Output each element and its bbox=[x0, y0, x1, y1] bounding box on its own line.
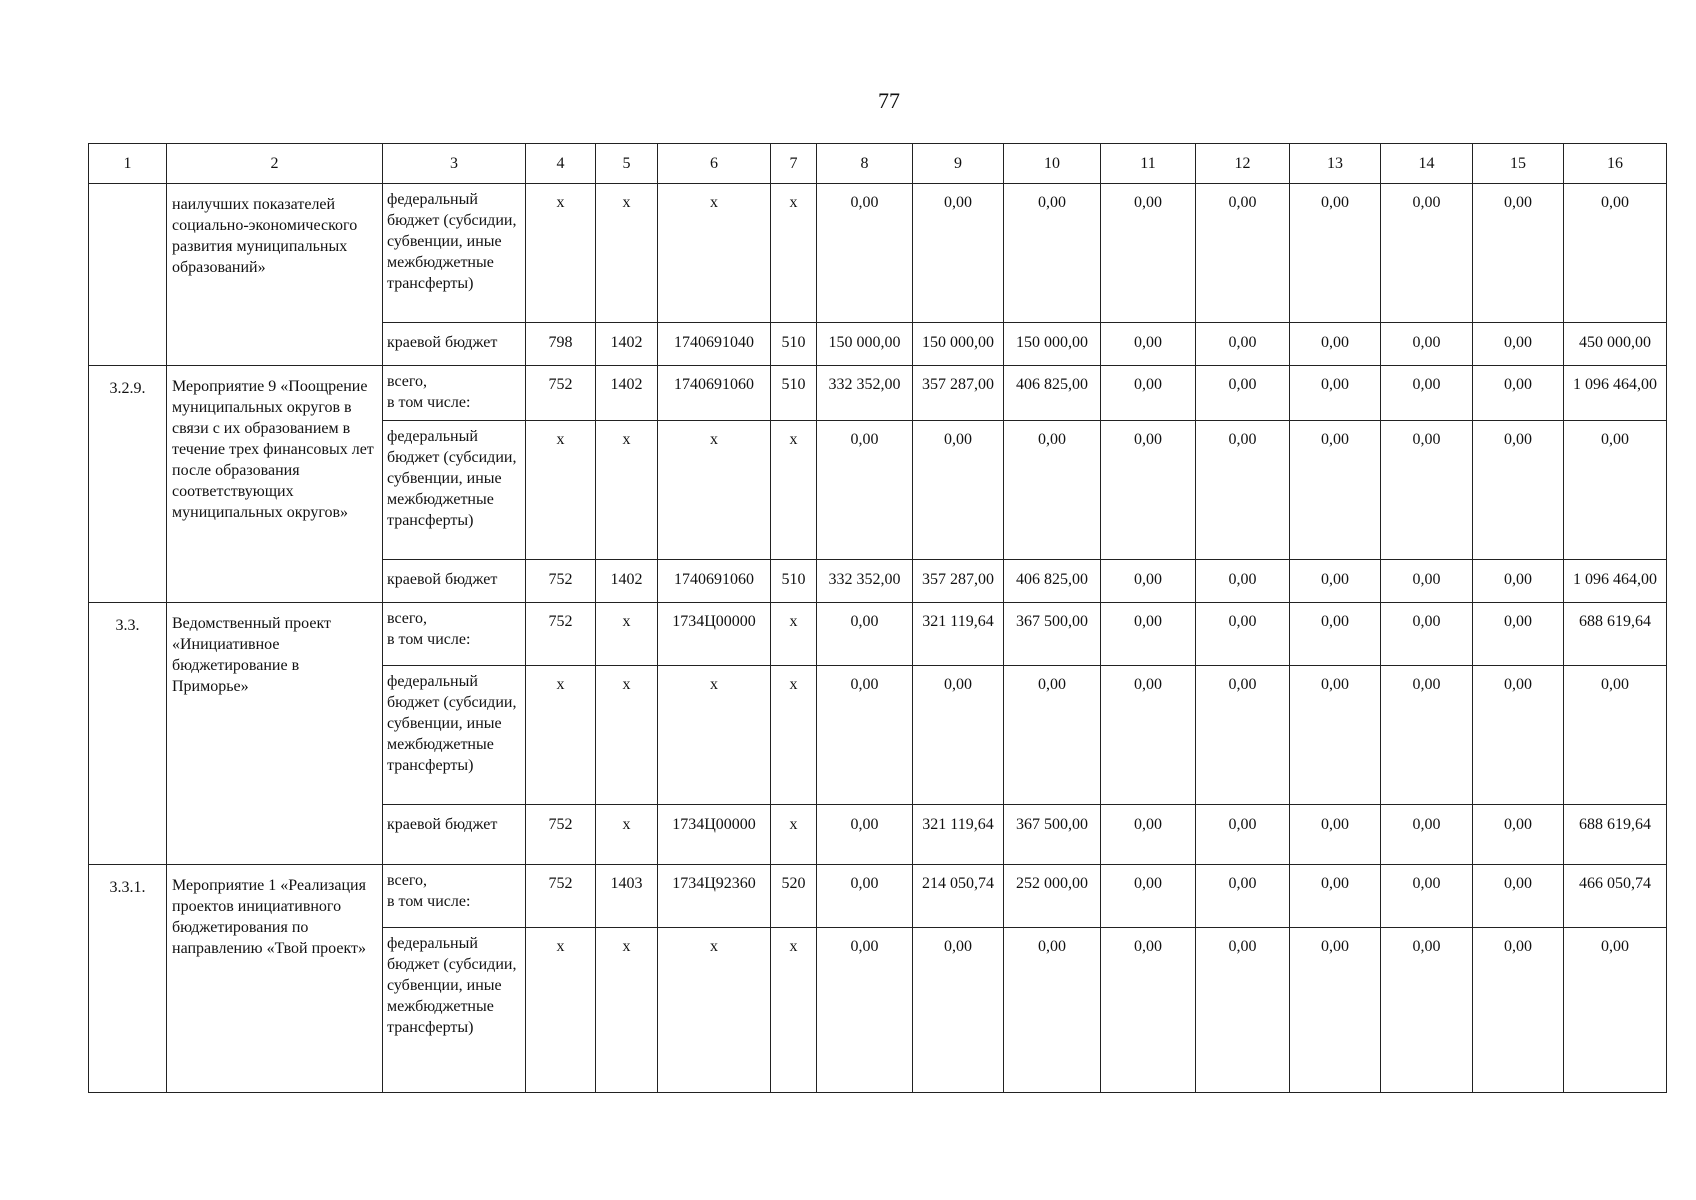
value-cell: 0,00 bbox=[1196, 421, 1290, 560]
source-label-cell: всего, в том числе: bbox=[383, 366, 526, 421]
header-cell: 11 bbox=[1101, 144, 1196, 184]
value-cell: 0,00 bbox=[1196, 865, 1290, 928]
header-cell: 13 bbox=[1290, 144, 1381, 184]
value-cell: 0,00 bbox=[1290, 323, 1381, 366]
value-cell: 0,00 bbox=[1381, 865, 1473, 928]
value-cell: 688 619,64 bbox=[1564, 603, 1667, 666]
value-cell: 0,00 bbox=[1290, 366, 1381, 421]
code-cell: 798 bbox=[526, 323, 596, 366]
value-cell: 0,00 bbox=[1290, 928, 1381, 1093]
row-number-cell: 3.3.1. bbox=[89, 865, 167, 1093]
value-cell: 150 000,00 bbox=[1004, 323, 1101, 366]
code-cell: 1740691040 bbox=[658, 323, 771, 366]
value-cell: 332 352,00 bbox=[817, 560, 913, 603]
code-cell: x bbox=[771, 421, 817, 560]
code-cell: x bbox=[596, 421, 658, 560]
value-cell: 0,00 bbox=[1196, 366, 1290, 421]
value-cell: 0,00 bbox=[1101, 603, 1196, 666]
code-cell: x bbox=[526, 928, 596, 1093]
value-cell: 214 050,74 bbox=[913, 865, 1004, 928]
value-cell: 0,00 bbox=[1473, 865, 1564, 928]
header-cell: 14 bbox=[1381, 144, 1473, 184]
value-cell: 0,00 bbox=[1564, 928, 1667, 1093]
value-cell: 0,00 bbox=[1473, 928, 1564, 1093]
value-cell: 0,00 bbox=[1381, 560, 1473, 603]
code-cell: 1740691060 bbox=[658, 560, 771, 603]
row-name-cell: наилучших показателей социально-экономического развития муниципальных образований» bbox=[167, 184, 383, 366]
value-cell: 0,00 bbox=[1101, 366, 1196, 421]
value-cell: 0,00 bbox=[817, 805, 913, 865]
header-cell: 7 bbox=[771, 144, 817, 184]
value-cell: 150 000,00 bbox=[817, 323, 913, 366]
value-cell: 0,00 bbox=[1381, 184, 1473, 323]
header-cell: 8 bbox=[817, 144, 913, 184]
row-name-cell: Мероприятие 1 «Реализация проектов инициативного бюджетирования по направлению «Твой проект» bbox=[167, 865, 383, 1093]
code-cell: x bbox=[658, 421, 771, 560]
code-cell: x bbox=[658, 184, 771, 323]
code-cell: x bbox=[771, 928, 817, 1093]
header-cell: 10 bbox=[1004, 144, 1101, 184]
value-cell: 150 000,00 bbox=[913, 323, 1004, 366]
value-cell: 0,00 bbox=[913, 928, 1004, 1093]
value-cell: 0,00 bbox=[1196, 928, 1290, 1093]
value-cell: 0,00 bbox=[1290, 865, 1381, 928]
value-cell: 0,00 bbox=[1473, 366, 1564, 421]
value-cell: 466 050,74 bbox=[1564, 865, 1667, 928]
value-cell: 0,00 bbox=[1473, 666, 1564, 805]
source-label-cell: федеральный бюджет (субсидии, субвенции, иные межбюджетные трансферты) bbox=[383, 928, 526, 1093]
value-cell: 0,00 bbox=[1290, 666, 1381, 805]
value-cell: 0,00 bbox=[1101, 805, 1196, 865]
value-cell: 0,00 bbox=[1101, 865, 1196, 928]
table-row bbox=[89, 184, 1667, 323]
code-cell: 1403 bbox=[596, 865, 658, 928]
code-cell: x bbox=[771, 603, 817, 666]
page-number: 77 bbox=[878, 88, 900, 113]
header-cell: 1 bbox=[89, 144, 167, 184]
value-cell: 0,00 bbox=[1196, 184, 1290, 323]
source-label-cell: федеральный бюджет (субсидии, субвенции, иные межбюджетные трансферты) bbox=[383, 184, 526, 323]
value-cell: 406 825,00 bbox=[1004, 366, 1101, 421]
value-cell: 0,00 bbox=[1290, 603, 1381, 666]
code-cell: x bbox=[596, 184, 658, 323]
row-number-cell: 3.3. bbox=[89, 603, 167, 865]
value-cell: 0,00 bbox=[1290, 805, 1381, 865]
value-cell: 0,00 bbox=[1564, 666, 1667, 805]
value-cell: 0,00 bbox=[913, 666, 1004, 805]
code-cell: 752 bbox=[526, 805, 596, 865]
code-cell: x bbox=[771, 666, 817, 805]
header-cell: 3 bbox=[383, 144, 526, 184]
value-cell: 0,00 bbox=[1004, 184, 1101, 323]
code-cell: 1734Ц00000 bbox=[658, 805, 771, 865]
code-cell: x bbox=[771, 184, 817, 323]
table-row bbox=[89, 603, 1667, 666]
value-cell: 0,00 bbox=[1473, 323, 1564, 366]
value-cell: 0,00 bbox=[1101, 184, 1196, 323]
value-cell: 0,00 bbox=[913, 184, 1004, 323]
value-cell: 0,00 bbox=[1473, 603, 1564, 666]
value-cell: 0,00 bbox=[913, 421, 1004, 560]
code-cell: 1740691060 bbox=[658, 366, 771, 421]
row-number-cell bbox=[89, 184, 167, 366]
source-label-cell: краевой бюджет bbox=[383, 805, 526, 865]
value-cell: 0,00 bbox=[817, 865, 913, 928]
value-cell: 0,00 bbox=[1290, 184, 1381, 323]
code-cell: x bbox=[596, 928, 658, 1093]
code-cell: 510 bbox=[771, 323, 817, 366]
code-cell: x bbox=[658, 928, 771, 1093]
code-cell: 752 bbox=[526, 366, 596, 421]
code-cell: x bbox=[526, 421, 596, 560]
code-cell: 1734Ц00000 bbox=[658, 603, 771, 666]
value-cell: 0,00 bbox=[1101, 666, 1196, 805]
source-label-cell: краевой бюджет bbox=[383, 560, 526, 603]
value-cell: 0,00 bbox=[1196, 805, 1290, 865]
value-cell: 0,00 bbox=[1101, 560, 1196, 603]
value-cell: 0,00 bbox=[817, 603, 913, 666]
value-cell: 0,00 bbox=[1473, 421, 1564, 560]
value-cell: 0,00 bbox=[1473, 805, 1564, 865]
code-cell: x bbox=[658, 666, 771, 805]
code-cell: 752 bbox=[526, 603, 596, 666]
table-body bbox=[89, 184, 1667, 1093]
header-row bbox=[89, 144, 1667, 184]
value-cell: 0,00 bbox=[1473, 184, 1564, 323]
value-cell: 0,00 bbox=[1381, 805, 1473, 865]
header-cell: 12 bbox=[1196, 144, 1290, 184]
value-cell: 1 096 464,00 bbox=[1564, 560, 1667, 603]
value-cell: 0,00 bbox=[817, 928, 913, 1093]
header-cell: 15 bbox=[1473, 144, 1564, 184]
value-cell: 0,00 bbox=[1290, 560, 1381, 603]
header-cell: 4 bbox=[526, 144, 596, 184]
header-cell: 9 bbox=[913, 144, 1004, 184]
header-cell: 6 bbox=[658, 144, 771, 184]
value-cell: 0,00 bbox=[1381, 666, 1473, 805]
code-cell: 1402 bbox=[596, 323, 658, 366]
header-cell: 2 bbox=[167, 144, 383, 184]
value-cell: 0,00 bbox=[1101, 928, 1196, 1093]
value-cell: 0,00 bbox=[1290, 421, 1381, 560]
row-name-cell: Ведомственный проект «Инициативное бюджетирование в Приморье» bbox=[167, 603, 383, 865]
source-label-cell: федеральный бюджет (субсидии, субвенции, иные межбюджетные трансферты) bbox=[383, 421, 526, 560]
value-cell: 367 500,00 bbox=[1004, 603, 1101, 666]
code-cell: 1402 bbox=[596, 560, 658, 603]
value-cell: 0,00 bbox=[1564, 421, 1667, 560]
row-number-cell: 3.2.9. bbox=[89, 366, 167, 603]
code-cell: x bbox=[526, 666, 596, 805]
value-cell: 0,00 bbox=[1101, 421, 1196, 560]
code-cell: x bbox=[526, 184, 596, 323]
value-cell: 0,00 bbox=[817, 184, 913, 323]
code-cell: x bbox=[596, 603, 658, 666]
source-label-cell: краевой бюджет bbox=[383, 323, 526, 366]
value-cell: 321 119,64 bbox=[913, 603, 1004, 666]
code-cell: 510 bbox=[771, 366, 817, 421]
value-cell: 0,00 bbox=[1381, 421, 1473, 560]
value-cell: 0,00 bbox=[1196, 666, 1290, 805]
value-cell: 357 287,00 bbox=[913, 560, 1004, 603]
source-label-cell: всего, в том числе: bbox=[383, 865, 526, 928]
code-cell: 510 bbox=[771, 560, 817, 603]
code-cell: 520 bbox=[771, 865, 817, 928]
code-cell: x bbox=[771, 805, 817, 865]
value-cell: 688 619,64 bbox=[1564, 805, 1667, 865]
code-cell: 752 bbox=[526, 560, 596, 603]
table-row bbox=[89, 366, 1667, 421]
value-cell: 367 500,00 bbox=[1004, 805, 1101, 865]
value-cell: 0,00 bbox=[817, 421, 913, 560]
value-cell: 1 096 464,00 bbox=[1564, 366, 1667, 421]
code-cell: 1734Ц92360 bbox=[658, 865, 771, 928]
code-cell: x bbox=[596, 805, 658, 865]
value-cell: 0,00 bbox=[1564, 184, 1667, 323]
value-cell: 0,00 bbox=[1381, 366, 1473, 421]
value-cell: 0,00 bbox=[1381, 603, 1473, 666]
header-cell: 16 bbox=[1564, 144, 1667, 184]
value-cell: 0,00 bbox=[1381, 928, 1473, 1093]
value-cell: 252 000,00 bbox=[1004, 865, 1101, 928]
value-cell: 0,00 bbox=[817, 666, 913, 805]
value-cell: 357 287,00 bbox=[913, 366, 1004, 421]
value-cell: 0,00 bbox=[1473, 560, 1564, 603]
value-cell: 0,00 bbox=[1101, 323, 1196, 366]
value-cell: 0,00 bbox=[1196, 560, 1290, 603]
value-cell: 406 825,00 bbox=[1004, 560, 1101, 603]
code-cell: 752 bbox=[526, 865, 596, 928]
source-label-cell: всего, в том числе: bbox=[383, 603, 526, 666]
value-cell: 332 352,00 bbox=[817, 366, 913, 421]
value-cell: 0,00 bbox=[1381, 323, 1473, 366]
value-cell: 0,00 bbox=[1004, 928, 1101, 1093]
value-cell: 0,00 bbox=[1004, 421, 1101, 560]
value-cell: 0,00 bbox=[1004, 666, 1101, 805]
row-name-cell: Мероприятие 9 «Поощрение муниципальных округов в связи с их образованием в течение трех финансовых лет после образования соответствующих муниципальных округов» bbox=[167, 366, 383, 603]
source-label-cell: федеральный бюджет (субсидии, субвенции, иные межбюджетные трансферты) bbox=[383, 666, 526, 805]
value-cell: 0,00 bbox=[1196, 603, 1290, 666]
value-cell: 450 000,00 bbox=[1564, 323, 1667, 366]
value-cell: 0,00 bbox=[1196, 323, 1290, 366]
code-cell: 1402 bbox=[596, 366, 658, 421]
header-cell: 5 bbox=[596, 144, 658, 184]
value-cell: 321 119,64 bbox=[913, 805, 1004, 865]
budget-table bbox=[88, 143, 1667, 1093]
table-row bbox=[89, 865, 1667, 928]
code-cell: x bbox=[596, 666, 658, 805]
